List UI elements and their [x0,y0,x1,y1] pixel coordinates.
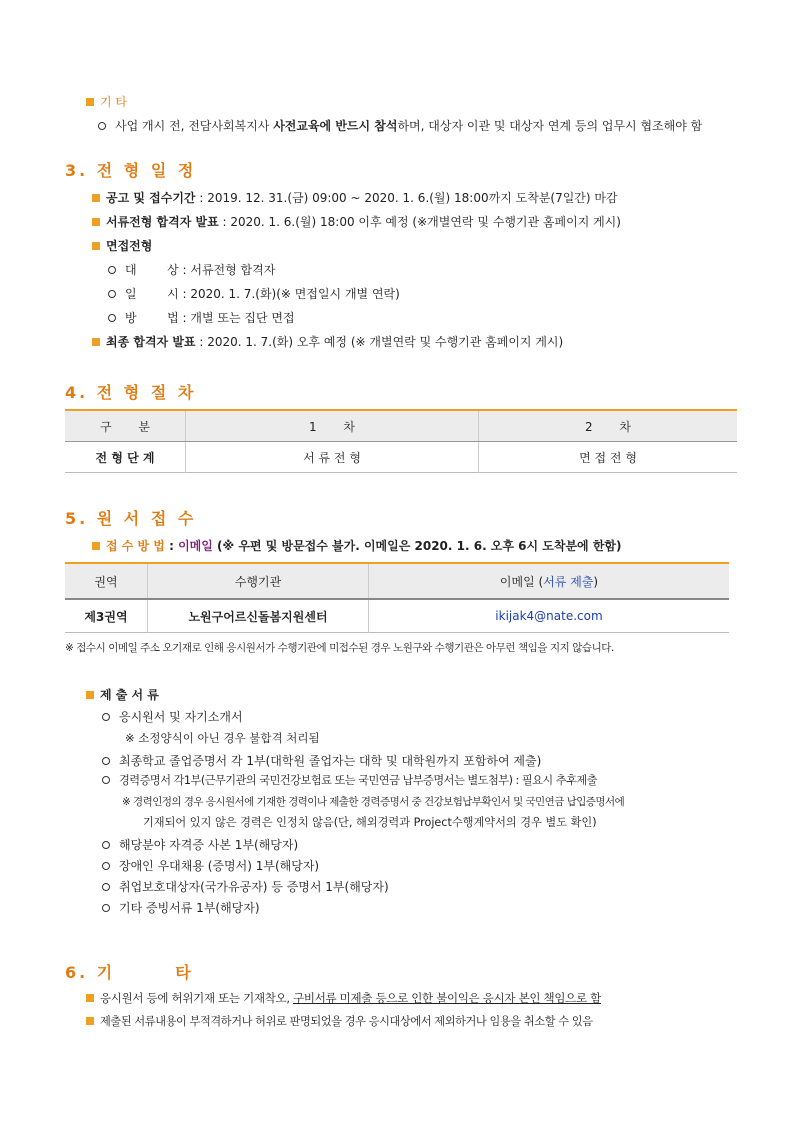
circle-bullet-icon [102,883,110,891]
sec6-line-2: 제출된 서류내용이 부적격하거나 허위로 판명되었을 경우 응시대상에서 제외하거나 임용을 취소할 수 있음 [86,1013,593,1029]
circle-bullet-icon [102,757,110,765]
circle-bullet-icon [108,266,116,274]
circle-bullet-icon [108,290,116,298]
square-bullet-icon [86,691,94,699]
table-cell: 전 형 단 계 [65,442,186,473]
email-link[interactable]: ikijak4@nate.com [495,609,603,623]
doc-item-1: 응시원서 및 자기소개서 [102,708,243,725]
sec6-line-1: 응시원서 등에 허위기재 또는 기재착오, 구비서류 미제출 등으로 인한 불이익은 응시자 본인 책임으로 함 [86,990,601,1006]
table-header-cell: 1 차 [186,410,479,442]
table-header-cell: 구 분 [65,410,186,442]
circle-bullet-icon [102,841,110,849]
sec3-row-4: 최종 합격자 발표 : 2020. 1. 7.(화) 오후 예정 (※ 개별연락 및 수행기관 홈페이지 게시) [92,333,563,350]
sec3-row-3: 면접전형 [92,237,152,254]
table-cell: 노원구어르신돌봄지원센터 [148,599,369,633]
table-header-cell: 수행기관 [148,563,369,599]
square-bullet-icon [92,218,100,226]
circle-bullet-icon [102,713,110,721]
square-bullet-icon [86,994,94,1002]
email-notice: ※ 접수시 이메일 주소 오기재로 인해 응시원서가 수행기관에 미접수된 경우 노원구와 수행기관은 아무런 책임을 지지 않습니다. [65,642,614,654]
doc-item-2: 최종학교 졸업증명서 각 1부(대학원 졸업자는 대학 및 대학원까지 포함하여 제출) [102,752,541,769]
selection-process-table [65,409,737,473]
section-5-title: 5. 원 서 접 수 [65,509,197,528]
square-bullet-icon [86,98,94,106]
doc-item-6: 취업보호대상자(국가유공자) 등 증명서 1부(해당자) [102,878,389,895]
square-bullet-icon [86,1017,94,1025]
table-header-cell: 이메일 (서류 제출) [369,563,730,599]
table-row [65,410,737,442]
table-cell: 면 접 전 형 [579,450,637,465]
doc-item-3: 경력증명서 각1부(근무기관의 국민건강보험료 또는 국민연금 납부증명서는 별도첨부) : 필요시 추후제출 [102,772,597,788]
section-4-title: 4. 전 형 절 차 [65,383,197,402]
sec3-sub-1: 대 상 : 서류전형 합격자 [108,261,275,278]
circle-bullet-icon [102,862,110,870]
square-bullet-icon [92,338,100,346]
table-header-cell: 2 차 [479,410,738,442]
doc-item-3-note-1: ※ 경력인정의 경우 응시원서에 기재한 경력이나 제출한 경력증명서 중 건강보험납부확인서 및 국민연금 납입증명서에 [122,796,625,808]
documents-heading: 제 출 서 류 [86,686,159,703]
circle-bullet-icon [108,314,116,322]
doc-item-1-note: ※ 소정양식이 아닌 경우 불합격 처리됨 [125,731,320,745]
table-row [65,442,737,473]
etc-top-heading: 기 타 [86,93,127,110]
receipt-method: 접 수 방 법 : 이메일 (※ 우편 및 방문접수 불가. 이메일은 2020. 1. 6. 오후 6시 도착분에 한함) [92,537,622,554]
circle-bullet-icon [98,122,106,130]
application-table [65,562,729,633]
table-cell: 제3권역 [65,599,148,633]
square-bullet-icon [92,194,100,202]
square-bullet-icon [92,242,100,250]
doc-item-3-note-2: 기재되어 있지 않은 경력은 인정치 않음(단, 해외경력과 Project수행계약서의 경우 별도 확인) [143,816,597,829]
section-6-title: 6. 기 타 [65,963,194,982]
sec3-sub-2: 일 시 : 2020. 1. 7.(화)(※ 면접일시 개별 연락) [108,285,400,302]
sec3-row-1: 공고 및 접수기간 : 2019. 12. 31.(금) 09:00 ~ 2020. 1. 6.(월) 18:00까지 도착분(7일간) 마감 [92,189,618,206]
circle-bullet-icon [102,776,110,784]
doc-item-4: 해당분야 자격증 사본 1부(해당자) [102,836,298,853]
sec3-sub-3: 방 법 : 개별 또는 집단 면접 [108,309,295,326]
section-3-title: 3. 전 형 일 정 [65,161,197,180]
table-header-cell: 권역 [65,563,148,599]
doc-item-7: 기타 증빙서류 1부(해당자) [102,899,260,916]
table-row [65,563,729,599]
doc-item-5: 장애인 우대채용 (증명서) 1부(해당자) [102,857,319,874]
circle-bullet-icon [102,904,110,912]
table-cell: 서 류 전 형 [186,442,479,473]
table-row [65,599,729,633]
square-bullet-icon [92,542,100,550]
etc-top-item: 사업 개시 전, 전담사회복지사 사전교육에 반드시 참석하며, 대상자 이관 및 대상자 연계 등의 업무시 협조해야 함 [98,117,702,134]
sec3-row-2: 서류전형 합격자 발표 : 2020. 1. 6.(월) 18:00 이후 예정 (※개별연락 및 수행기관 홈페이지 게시) [92,213,621,230]
